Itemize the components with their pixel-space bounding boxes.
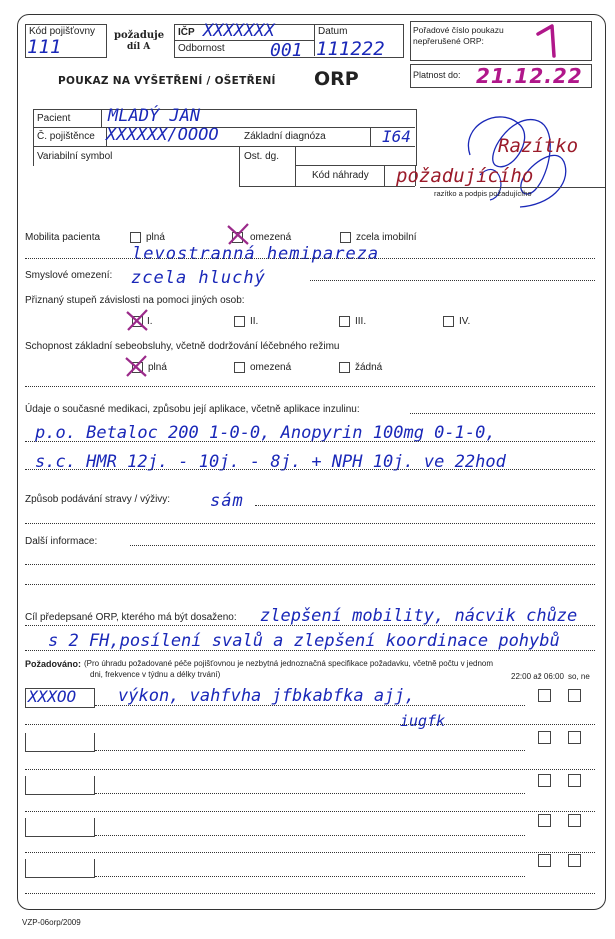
diagnoza-value[interactable]: I64	[382, 127, 411, 146]
senses-handwritten[interactable]: zcela hluchý	[131, 268, 266, 288]
stamp-line2: požadujícího	[396, 165, 534, 187]
request-night-checkbox-2[interactable]	[538, 731, 551, 744]
kod-pojistovny-label: Kód pojišťovny	[29, 26, 96, 37]
dependency-iii-checkbox[interactable]	[339, 316, 350, 327]
form-title: POUKAZ NA VYŠETŘENÍ / OŠETŘENÍ	[58, 75, 276, 87]
senses-label: Smyslové omezení:	[25, 270, 113, 281]
other-label: Další informace:	[25, 536, 98, 547]
platnost-value[interactable]: 21.12.22	[476, 64, 583, 88]
selfcare-omezena-checkbox[interactable]	[234, 362, 245, 373]
request-code-box-2[interactable]	[25, 733, 95, 752]
datum-value[interactable]: 111222	[316, 38, 385, 60]
dependency-label: Přiznaný stupeň závislosti na pomoci jiných osob:	[25, 295, 245, 306]
dil-label: díl A	[127, 42, 151, 52]
kod-nahrady-label: Kód náhrady	[312, 170, 369, 181]
odbornost-label: Odbornost	[178, 43, 225, 54]
pacient-label: Pacient	[37, 113, 71, 124]
datum-label: Datum	[318, 26, 348, 37]
request-weekend-checkbox-3[interactable]	[568, 774, 581, 787]
mobility-option-omezena: omezená	[250, 232, 292, 243]
request-code-box-5[interactable]	[25, 859, 95, 878]
feeding-handwritten[interactable]: sám	[210, 491, 244, 511]
mobility-option-imobilni: zcela imobilní	[356, 232, 417, 243]
request-weekend-checkbox-4[interactable]	[568, 814, 581, 827]
request-night-checkbox-5[interactable]	[538, 854, 551, 867]
dependency-option-i: I.	[147, 316, 153, 327]
requested-col1: 22:00 až 06:00	[511, 672, 564, 681]
selfcare-zadna-checkbox[interactable]	[339, 362, 350, 373]
request-code-box-4[interactable]	[25, 818, 95, 837]
mobility-omezena-cross	[226, 222, 250, 246]
poradove-value-handwritten	[530, 20, 570, 60]
dependency-option-ii: II.	[250, 316, 259, 327]
selfcare-label: Schopnost základní sebeobsluhy, včetně dodržování léčebného režimu	[25, 341, 340, 352]
goal-line1[interactable]: zlepšení mobility, nácvik chůze	[260, 606, 578, 626]
dependency-iv-checkbox[interactable]	[443, 316, 454, 327]
request-line2[interactable]: iugfk	[400, 712, 446, 730]
stamp-line1: Razítko	[498, 135, 579, 157]
mobility-label: Mobilita pacienta	[25, 232, 101, 243]
request-weekend-checkbox-1[interactable]	[568, 689, 581, 702]
variabilni-label: Variabilní symbol	[37, 151, 113, 162]
mobility-handwritten[interactable]: levostranná hemipareza	[132, 244, 380, 264]
dependency-option-iii: III.	[355, 316, 367, 327]
icp-label: IČP	[178, 27, 195, 38]
dependency-ii-checkbox[interactable]	[234, 316, 245, 327]
request-weekend-checkbox-5[interactable]	[568, 854, 581, 867]
medication-label: Údaje o současné medikaci, způsobu její aplikace, včetně aplikace inzulinu:	[25, 404, 360, 415]
poradove-label: Pořadové číslo poukazu nepřerušené ORP:	[413, 25, 504, 46]
request-code-box-3[interactable]	[25, 776, 95, 795]
request-weekend-checkbox-2[interactable]	[568, 731, 581, 744]
selfcare-plna-cross	[124, 354, 148, 378]
platnost-label: Platnost do:	[413, 70, 461, 80]
mobility-imobilni-checkbox[interactable]	[340, 232, 351, 243]
requested-note: (Pro úhradu požadované péče pojišťovnou je nezbytná jednoznačná specifikace požadavku, včetně počtu v jednom	[84, 659, 494, 668]
kod-pojistovny-value[interactable]: 111	[27, 36, 62, 58]
dependency-i-cross	[125, 308, 149, 332]
dependency-option-iv: IV.	[459, 316, 471, 327]
mobility-option-plna: plná	[146, 232, 165, 243]
request-night-checkbox-3[interactable]	[538, 774, 551, 787]
icp-value[interactable]: XXXXXXX	[203, 21, 275, 41]
request-night-checkbox-4[interactable]	[538, 814, 551, 827]
signature-scribble	[440, 95, 600, 220]
odbornost-value[interactable]: 001	[270, 40, 303, 61]
selfcare-option-zadna: žádná	[355, 362, 383, 373]
requested-col2: so, ne	[568, 672, 590, 681]
requested-label: Požadováno:	[25, 659, 82, 669]
stamp-caption: razítko a podpis požadujícího	[434, 189, 532, 198]
footer-code: VZP-06orp/2009	[22, 918, 81, 927]
orp-title: ORP	[314, 68, 359, 90]
request-code-1[interactable]: XXXOO	[28, 687, 77, 706]
request-night-checkbox-1[interactable]	[538, 689, 551, 702]
selfcare-option-omezena: omezená	[250, 362, 292, 373]
requested-note2: dni, frekvence v týdnu a délky trvání)	[90, 670, 221, 679]
pozaduje-label: požaduje	[114, 30, 165, 41]
feeding-label: Způsob podávání stravy / výživy:	[25, 494, 171, 505]
ost-dg-label: Ost. dg.	[244, 151, 280, 162]
selfcare-option-plna: plná	[148, 362, 167, 373]
goal-label: Cíl předepsané ORP, kterého má být dosaženo:	[25, 612, 237, 623]
request-line1[interactable]: výkon, vahfvha jfbkabfka ajj,	[118, 686, 415, 706]
diagnoza-label: Základní diagnóza	[244, 131, 326, 142]
goal-line2[interactable]: s 2 FH,posílení svalů a zlepšení koordinace pohybů	[48, 631, 560, 651]
cislo-label: Č. pojištěnce	[37, 131, 95, 142]
medication-line2[interactable]: s.c. HMR 12j. - 10j. - 8j. + NPH 10j. ve 22hod	[35, 452, 506, 472]
pacient-value[interactable]: MLADÝ JAN	[108, 106, 201, 126]
mobility-plna-checkbox[interactable]	[130, 232, 141, 243]
medication-line1[interactable]: p.o. Betaloc 200 1-0-0, Anopyrin 100mg 0-1-0,	[35, 423, 496, 443]
cislo-value[interactable]: XXXXXX/OOOO	[106, 125, 219, 145]
